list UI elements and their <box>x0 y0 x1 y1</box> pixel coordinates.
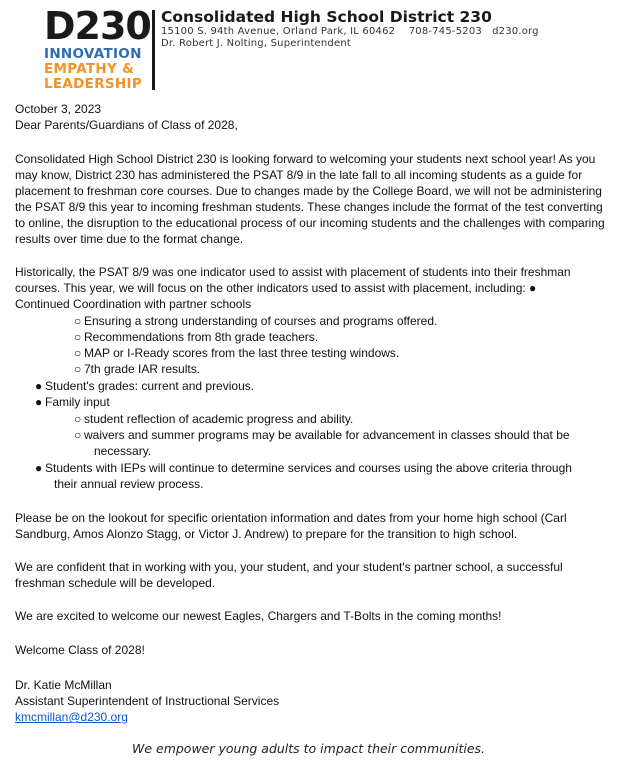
circle-bullet-icon: ○ <box>74 314 82 328</box>
text-line: the PSAT 8/9 this year to incoming freshman students. These changes include the format of the test converting <box>15 200 603 214</box>
list-item-ieps-continued: their annual review process. <box>54 477 204 491</box>
circle-bullet-icon: ○ <box>74 412 82 426</box>
list-item-grades: ● Student's grades: current and previous. <box>35 379 255 393</box>
list-item: ○ Recommendations from 8th grade teachers. <box>74 330 319 344</box>
text-line: Continued Coordination with partner schools <box>15 297 252 311</box>
superintendent-line: Dr. Robert J. Nolting, Superintendent <box>161 38 351 49</box>
circle-bullet-icon: ○ <box>74 346 82 360</box>
circle-bullet-icon: ○ <box>74 362 82 376</box>
text-line: to online, the disruption to the educational process of our incoming students and the challenges with comparing <box>15 216 605 230</box>
list-item: ○ waivers and summer programs may be available for advancement in classes should that be <box>74 428 570 442</box>
logo-leadership-text: LEADERSHIP <box>44 76 143 92</box>
text-line: may know, District 230 has administered the PSAT 8/9 in the late fall to all incoming students as a guide for <box>15 168 583 182</box>
text-line: Consolidated High School District 230 is looking forward to welcoming your students next school year! As you <box>15 152 596 166</box>
text-line: Sandburg, Amos Alonzo Stagg, or Victor J. Andrew) to prepare for the transition to high school. <box>15 527 518 541</box>
salutation: Dear Parents/Guardians of Class of 2028, <box>15 118 238 132</box>
signature-name: Dr. Katie McMillan <box>15 678 112 692</box>
circle-bullet-icon: ○ <box>74 428 82 442</box>
list-item: ○ MAP or I-Ready scores from the last three testing windows. <box>74 346 400 360</box>
logo-empathy-text: EMPATHY & <box>44 61 135 77</box>
paragraph-welcome-class: Welcome Class of 2028! <box>15 643 145 657</box>
signature-title: Assistant Superintendent of Instructional Services <box>15 694 280 708</box>
letterhead-divider <box>152 10 155 90</box>
district-address: 15100 S. 94th Avenue, Orland Park, IL 60462 708-745-5203 d230.org <box>161 26 539 37</box>
district-logo: D230 <box>44 4 151 48</box>
list-item-ieps: ● Students with IEPs will continue to determine services and courses using the above criteria through <box>35 461 572 475</box>
text-line: freshman schedule will be developed. <box>15 576 216 590</box>
list-item-family: ● Family input <box>35 395 110 409</box>
footer-tagline: We empower young adults to impact their communities. <box>131 741 486 756</box>
bullet-icon: ● <box>35 395 43 409</box>
bullet-icon: ● <box>35 461 43 475</box>
signature-email-link[interactable]: kmcmillan@d230.org <box>15 710 128 724</box>
text-line: Please be on the lookout for specific orientation information and dates from your home high school (Carl <box>15 511 567 525</box>
letter-date: October 3, 2023 <box>15 102 102 116</box>
paragraph-welcome-mascots: We are excited to welcome our newest Eagles, Chargers and T-Bolts in the coming months! <box>15 609 502 623</box>
text-line: results over time due to the format change. <box>15 232 244 246</box>
text-line: Historically, the PSAT 8/9 was one indicator used to assist with placement of students into their freshman <box>15 265 571 279</box>
logo-innovation-text: INNOVATION <box>44 46 142 62</box>
bullet-icon: ● <box>35 379 43 393</box>
district-name: Consolidated High School District 230 <box>161 8 492 26</box>
list-item: ○ 7th grade IAR results. <box>74 362 201 376</box>
text-line: placement to freshman core courses. Due to changes made by the College Board, we will not be administering <box>15 184 602 198</box>
list-item-continued: necessary. <box>94 444 152 458</box>
text-line: courses. This year, we will focus on the other indicators used to assist with placement, including: ● <box>15 281 537 295</box>
list-item: ○ Ensuring a strong understanding of courses and programs offered. <box>74 314 438 328</box>
list-item: ○ student reflection of academic progress and ability. <box>74 412 354 426</box>
text-line: We are confident that in working with you, your student, and your student's partner school, a successful <box>15 560 563 574</box>
circle-bullet-icon: ○ <box>74 330 82 344</box>
